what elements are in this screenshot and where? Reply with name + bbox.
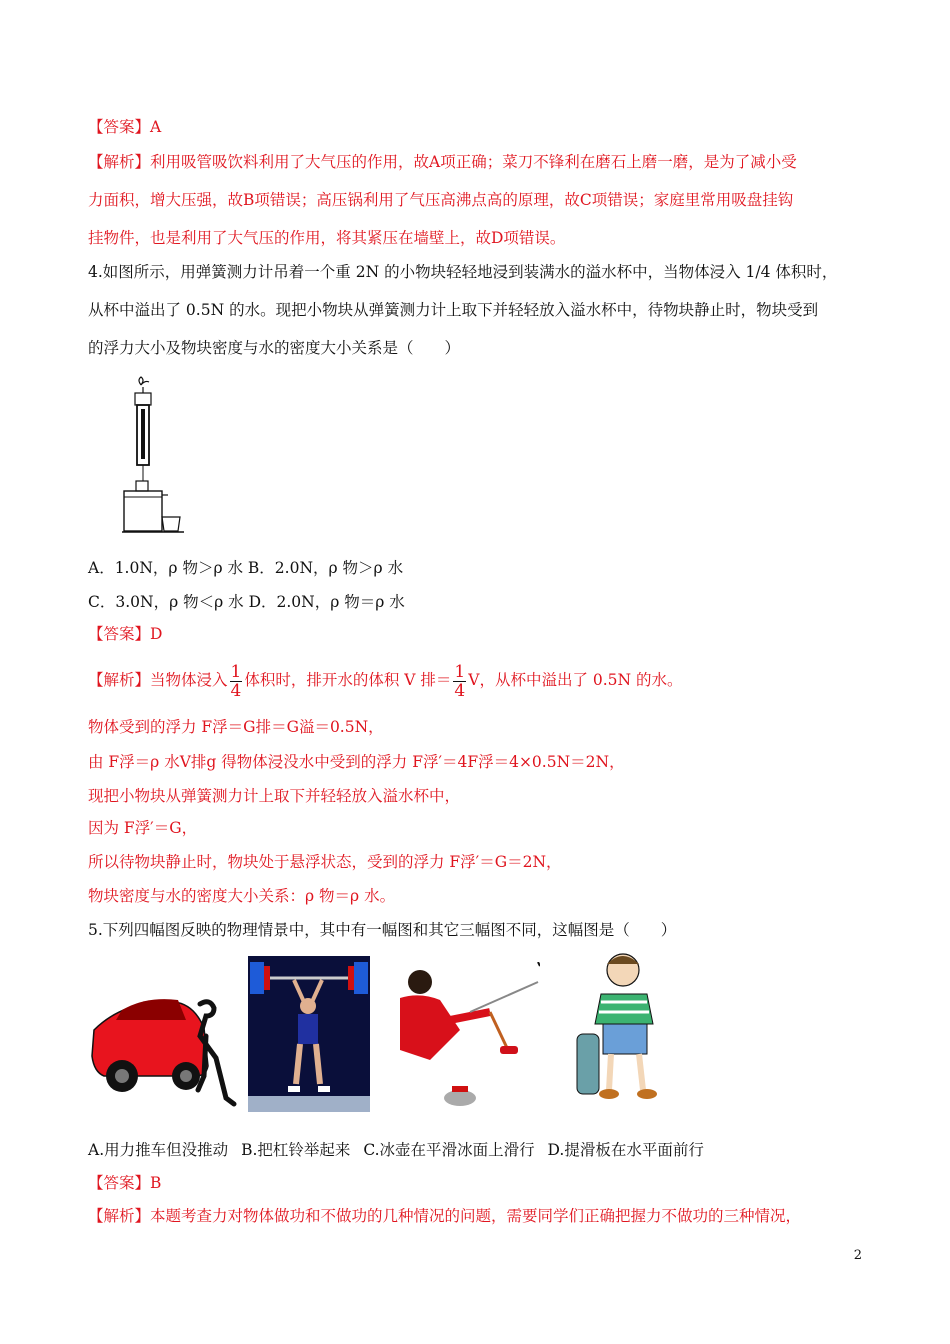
caption-c: C.冰壶在平滑冰面上滑行 xyxy=(363,1141,535,1159)
q4-analysis-line-2: 由 F浮＝ρ 水V排g 得物体浸没水中受到的浮力 F浮′＝4F浮＝4×0.5N＝2N， xyxy=(88,753,625,771)
q4-options-ab: A．1.0N，ρ 物＞ρ 水 B．2.0N，ρ 物＞ρ 水 xyxy=(88,559,404,577)
q5-analysis: 【解析】本题考查力对物体做功和不做功的几种情况的问题，需要同学们正确把握力不做功的三种情况， xyxy=(88,1207,802,1225)
page-number: 2 xyxy=(853,1248,862,1263)
q4-analysis-line-3: 现把小物块从弹簧测力计上取下并轻轻放入溢水杯中， xyxy=(88,787,461,805)
fraction-quarter-2: $\frac{1}{4}$ xyxy=(454,661,466,701)
q4-analysis-line-6: 物块密度与水的密度大小关系：ρ 物＝ρ 水。 xyxy=(88,887,396,905)
q5-answer: 【答案】B xyxy=(88,1174,162,1192)
q4-options-cd: C．3.0N，ρ 物＜ρ 水 D．2.0N，ρ 物＝ρ 水 xyxy=(88,593,405,611)
q4-question-line-2: 从杯中溢出了 0.5N 的水。现把小物块从弹簧测力计上取下并轻轻放入溢水杯中，待物块静止时，物块受到 xyxy=(88,301,819,319)
spring-scale-figure xyxy=(118,375,188,535)
caption-d: D.提滑板在水平面前行 xyxy=(547,1141,704,1159)
q4-question-line-1: 4.如图所示，用弹簧测力计吊着一个重 2N 的小物块轻轻地浸到装满水的溢水杯中，当物体浸入 1/4 体积时， xyxy=(88,263,838,281)
boy-skateboard-figure xyxy=(575,950,675,1110)
q3-answer: 【答案】A xyxy=(88,118,162,136)
q5-captions xyxy=(88,1138,712,1160)
caption-a: A.用力推车但没推动 xyxy=(88,1141,229,1159)
q4-analysis-line-5: 所以待物块静止时，物块处于悬浮状态，受到的浮力 F浮′＝G＝2N， xyxy=(88,853,562,871)
q5-question: 5.下列四幅图反映的物理情景中，其中有一幅图和其它三幅图不同，这幅图是（ ） xyxy=(88,921,677,939)
q4-answer: 【答案】D xyxy=(88,625,163,643)
q4-analysis-first: 【解析】当物体浸入 $\frac{1}{4}$ 体积时，排开水的体积 V 排＝ $\frac{1}{4}$ V，从杯中溢出了 0.5N 的水。 xyxy=(88,661,683,701)
q4-question-line-3: 的浮力大小及物块密度与水的密度大小关系是（ ） xyxy=(88,339,461,357)
q4-analysis-line-4: 因为 F浮′＝G， xyxy=(88,819,198,837)
q3-analysis-line-2: 力面积，增大压强，故B项错误；高压锅利用了气压高沸点高的原理，故C项错误；家庭里常用吸盘挂钩 xyxy=(88,191,794,209)
weightlifter-figure xyxy=(248,956,370,1112)
car-push-figure xyxy=(88,970,240,1110)
q3-analysis-line-3: 挂物件，也是利用了大气压的作用，将其紧压在墙壁上，故D项错误。 xyxy=(88,229,566,247)
fraction-quarter-1: $\frac{1}{4}$ xyxy=(230,661,242,701)
caption-b: B.把杠铃举起来 xyxy=(241,1141,351,1159)
q4-analysis-line-1: 物体受到的浮力 F浮＝G排＝G溢＝0.5N， xyxy=(88,718,384,736)
q3-analysis-line-1: 【解析】利用吸管吸饮料利用了大气压的作用，故A项正确；菜刀不锋利在磨石上磨一磨，是为了减小受 xyxy=(88,153,797,171)
curling-figure xyxy=(390,962,540,1112)
